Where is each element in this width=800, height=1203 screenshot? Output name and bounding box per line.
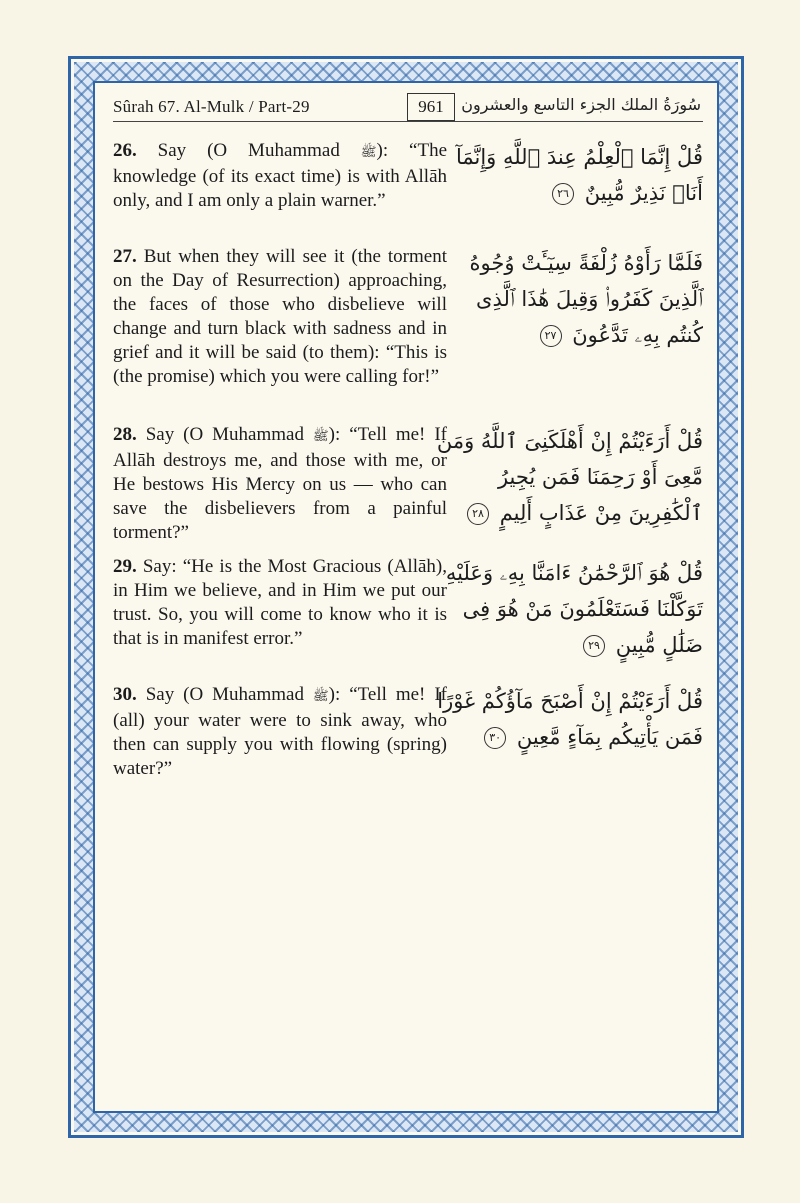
verse-number: 26. [113, 140, 137, 161]
page-number: 961 [407, 93, 455, 121]
verse-30 [113, 683, 703, 793]
verse-english [113, 555, 447, 651]
verse-text: Say (O Muhammad [157, 140, 361, 161]
verse-text: ): “The knowledge (of its exact time) is with Allāh only, and I am only a plain warner.” [113, 140, 448, 211]
verse-end-marker: ٢٨ [467, 503, 489, 525]
verse-arabic [433, 245, 703, 353]
arabic-text: قُلْ إِنَّمَا ٱلْعِلْمُ عِندَ ٱللَّهِ وَإِنَّمَآ أَنَا۠ نَذِيرٌ مُّبِينٌ [455, 145, 703, 205]
arabic-text: فَلَمَّا رَأَوْهُ زُلْفَةً سِيٓـَٔتْ وُجُوهُ ٱلَّذِينَ كَفَرُوا۟ وَقِيلَ هَٰذَا ٱلَّذِى كُنتُم بِهِۦ تَدَّعُونَ [469, 251, 703, 347]
verse-text: ): “Tell me! If (all) your water were to sink away, who then can supply you with flowing (spring) water?” [113, 684, 447, 779]
verse-end-marker: ٣٠ [484, 727, 506, 749]
verse-text: Say: “He is the Most Gracious (Allāh), in Him we believe, and in Him we put our trust. So, you will come to know who it is that is in manifest error.” [113, 556, 447, 649]
pbuh-glyph: ﷺ [360, 145, 377, 160]
running-head: Sûrah 67. Al-Mulk / Part-29 [113, 97, 310, 116]
verse-number: 30. [113, 684, 137, 705]
text-area [93, 81, 719, 1113]
verse-text: Say (O Muhammad [145, 424, 313, 445]
verse-number: 29. [113, 556, 137, 577]
pbuh-glyph: ﷺ [312, 689, 329, 704]
verse-number: 28. [113, 424, 137, 445]
verse-text: Say (O Muhammad [145, 684, 313, 705]
verse-number: 27. [113, 246, 137, 267]
verse-29 [113, 555, 703, 679]
pbuh-glyph: ﷺ [312, 429, 329, 444]
verse-english [113, 139, 447, 213]
arabic-text: قُلْ أَرَءَيْتُمْ إِنْ أَهْلَكَنِىَ ٱللَّهُ وَمَن مَّعِىَ أَوْ رَحِمَنَا فَمَن يُجِيرُ ٱلْكَٰفِرِينَ مِنْ عَذَابٍ أَلِيمٍ [436, 429, 703, 525]
verse-text: ): “Tell me! If Allāh destroys me, and those with me, or He bestows His Mercy on us — who can save the disbelievers from a painful torment?” [113, 424, 447, 543]
page-border [68, 56, 744, 1138]
verse-english [113, 423, 447, 545]
verse-arabic [433, 555, 703, 663]
verse-english [113, 245, 447, 389]
verse-text: But when they will see it (the torment on the Day of Resurrection) approaching, the faces of those who disbelieve will change and turn black with sadness and in grief and it will be said (to them): “This is (the promise) which you were calling for!” [113, 246, 447, 387]
verse-arabic [433, 139, 703, 211]
verse-end-marker: ٢٧ [540, 325, 562, 347]
verse-arabic [433, 683, 703, 755]
verse-28 [113, 423, 703, 547]
page-header [113, 93, 703, 122]
arabic-text: قُلْ هُوَ ٱلرَّحْمَٰنُ ءَامَنَّا بِهِۦ وَعَلَيْهِ تَوَكَّلْنَا فَسَتَعْلَمُونَ مَنْ هُوَ فِى ضَلَٰلٍ مُّبِينٍ [445, 561, 703, 657]
verse-26 [113, 139, 703, 239]
verse-end-marker: ٢٦ [552, 183, 574, 205]
arabic-text: قُلْ أَرَءَيْتُمْ إِنْ أَصْبَحَ مَآؤُكُمْ غَوْرًا فَمَن يَأْتِيكُم بِمَآءٍ مَّعِينٍ [437, 689, 703, 749]
verse-27 [113, 245, 703, 415]
verse-english [113, 683, 447, 781]
verse-arabic [433, 423, 703, 531]
verse-end-marker: ٢٩ [583, 635, 605, 657]
arabic-running-head: سُورَةُ الملك الجزء التاسع والعشرون [461, 95, 701, 114]
